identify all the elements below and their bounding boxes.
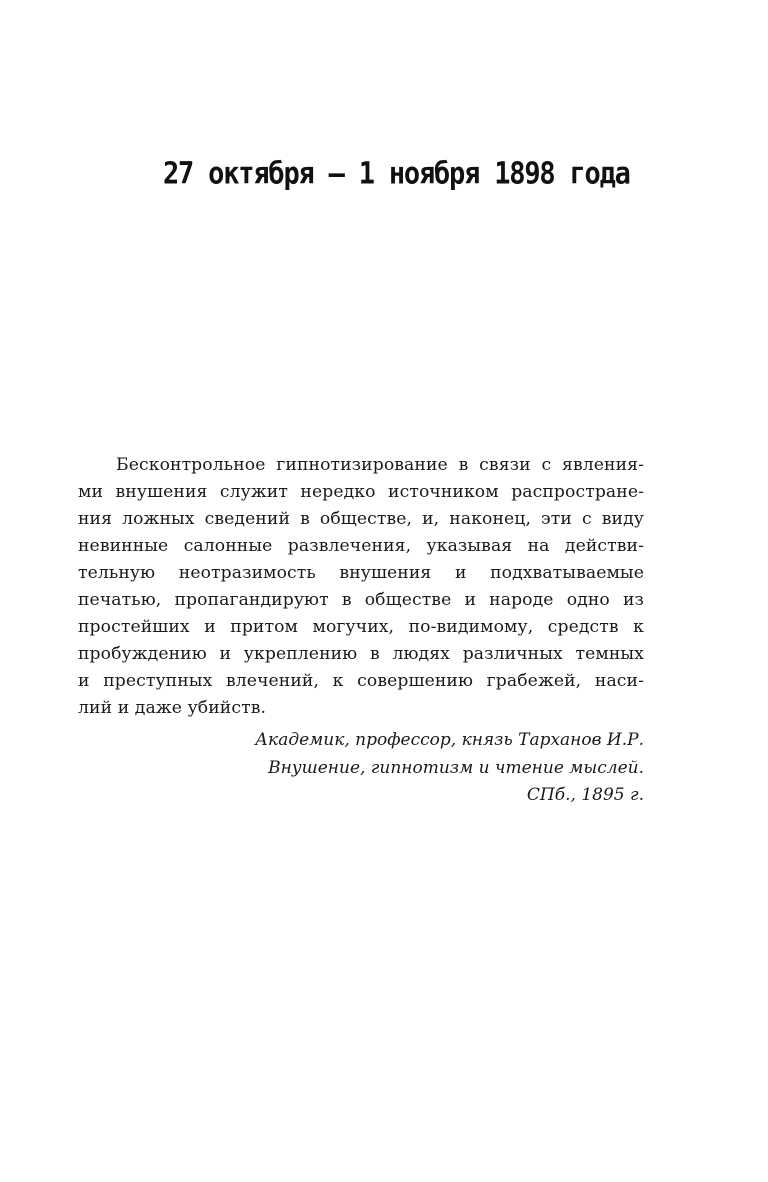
chapter-title: 27 октября – 1 ноября 1898 года <box>163 156 630 192</box>
epigraph-line: невинные салонные развлечения, указывая на действи- <box>78 536 644 556</box>
epigraph-line: лий и даже убийств. <box>78 698 267 718</box>
epigraph-line: простейших и притом могучих, по-видимому, средств к <box>78 617 644 637</box>
epigraph-line: печатью, пропагандируют в обществе и народе одно из <box>78 590 644 610</box>
epigraph-line: Бесконтрольное гипнотизирование в связи с явления- <box>116 455 644 475</box>
epigraph-attribution <box>78 727 644 810</box>
attribution-publication: СПб., 1895 г. <box>526 785 644 805</box>
epigraph-text <box>78 452 644 722</box>
attribution-author: Академик, профессор, князь Тарханов И.Р. <box>255 730 644 750</box>
attribution-work: Внушение, гипнотизм и чтение мыслей. <box>268 757 644 778</box>
epigraph-line: ния ложных сведений в обществе, и, наконец, эти с виду <box>78 509 644 529</box>
epigraph-line: и преступных влечений, к совершению грабежей, наси- <box>78 671 644 691</box>
epigraph <box>78 452 644 810</box>
epigraph-line: ми внушения служит нередко источником распростране- <box>78 482 644 502</box>
epigraph-line: пробуждению и укреплению в людях различных темных <box>78 644 644 664</box>
epigraph-line: тельную неотразимость внушения и подхватываемые <box>78 563 644 583</box>
